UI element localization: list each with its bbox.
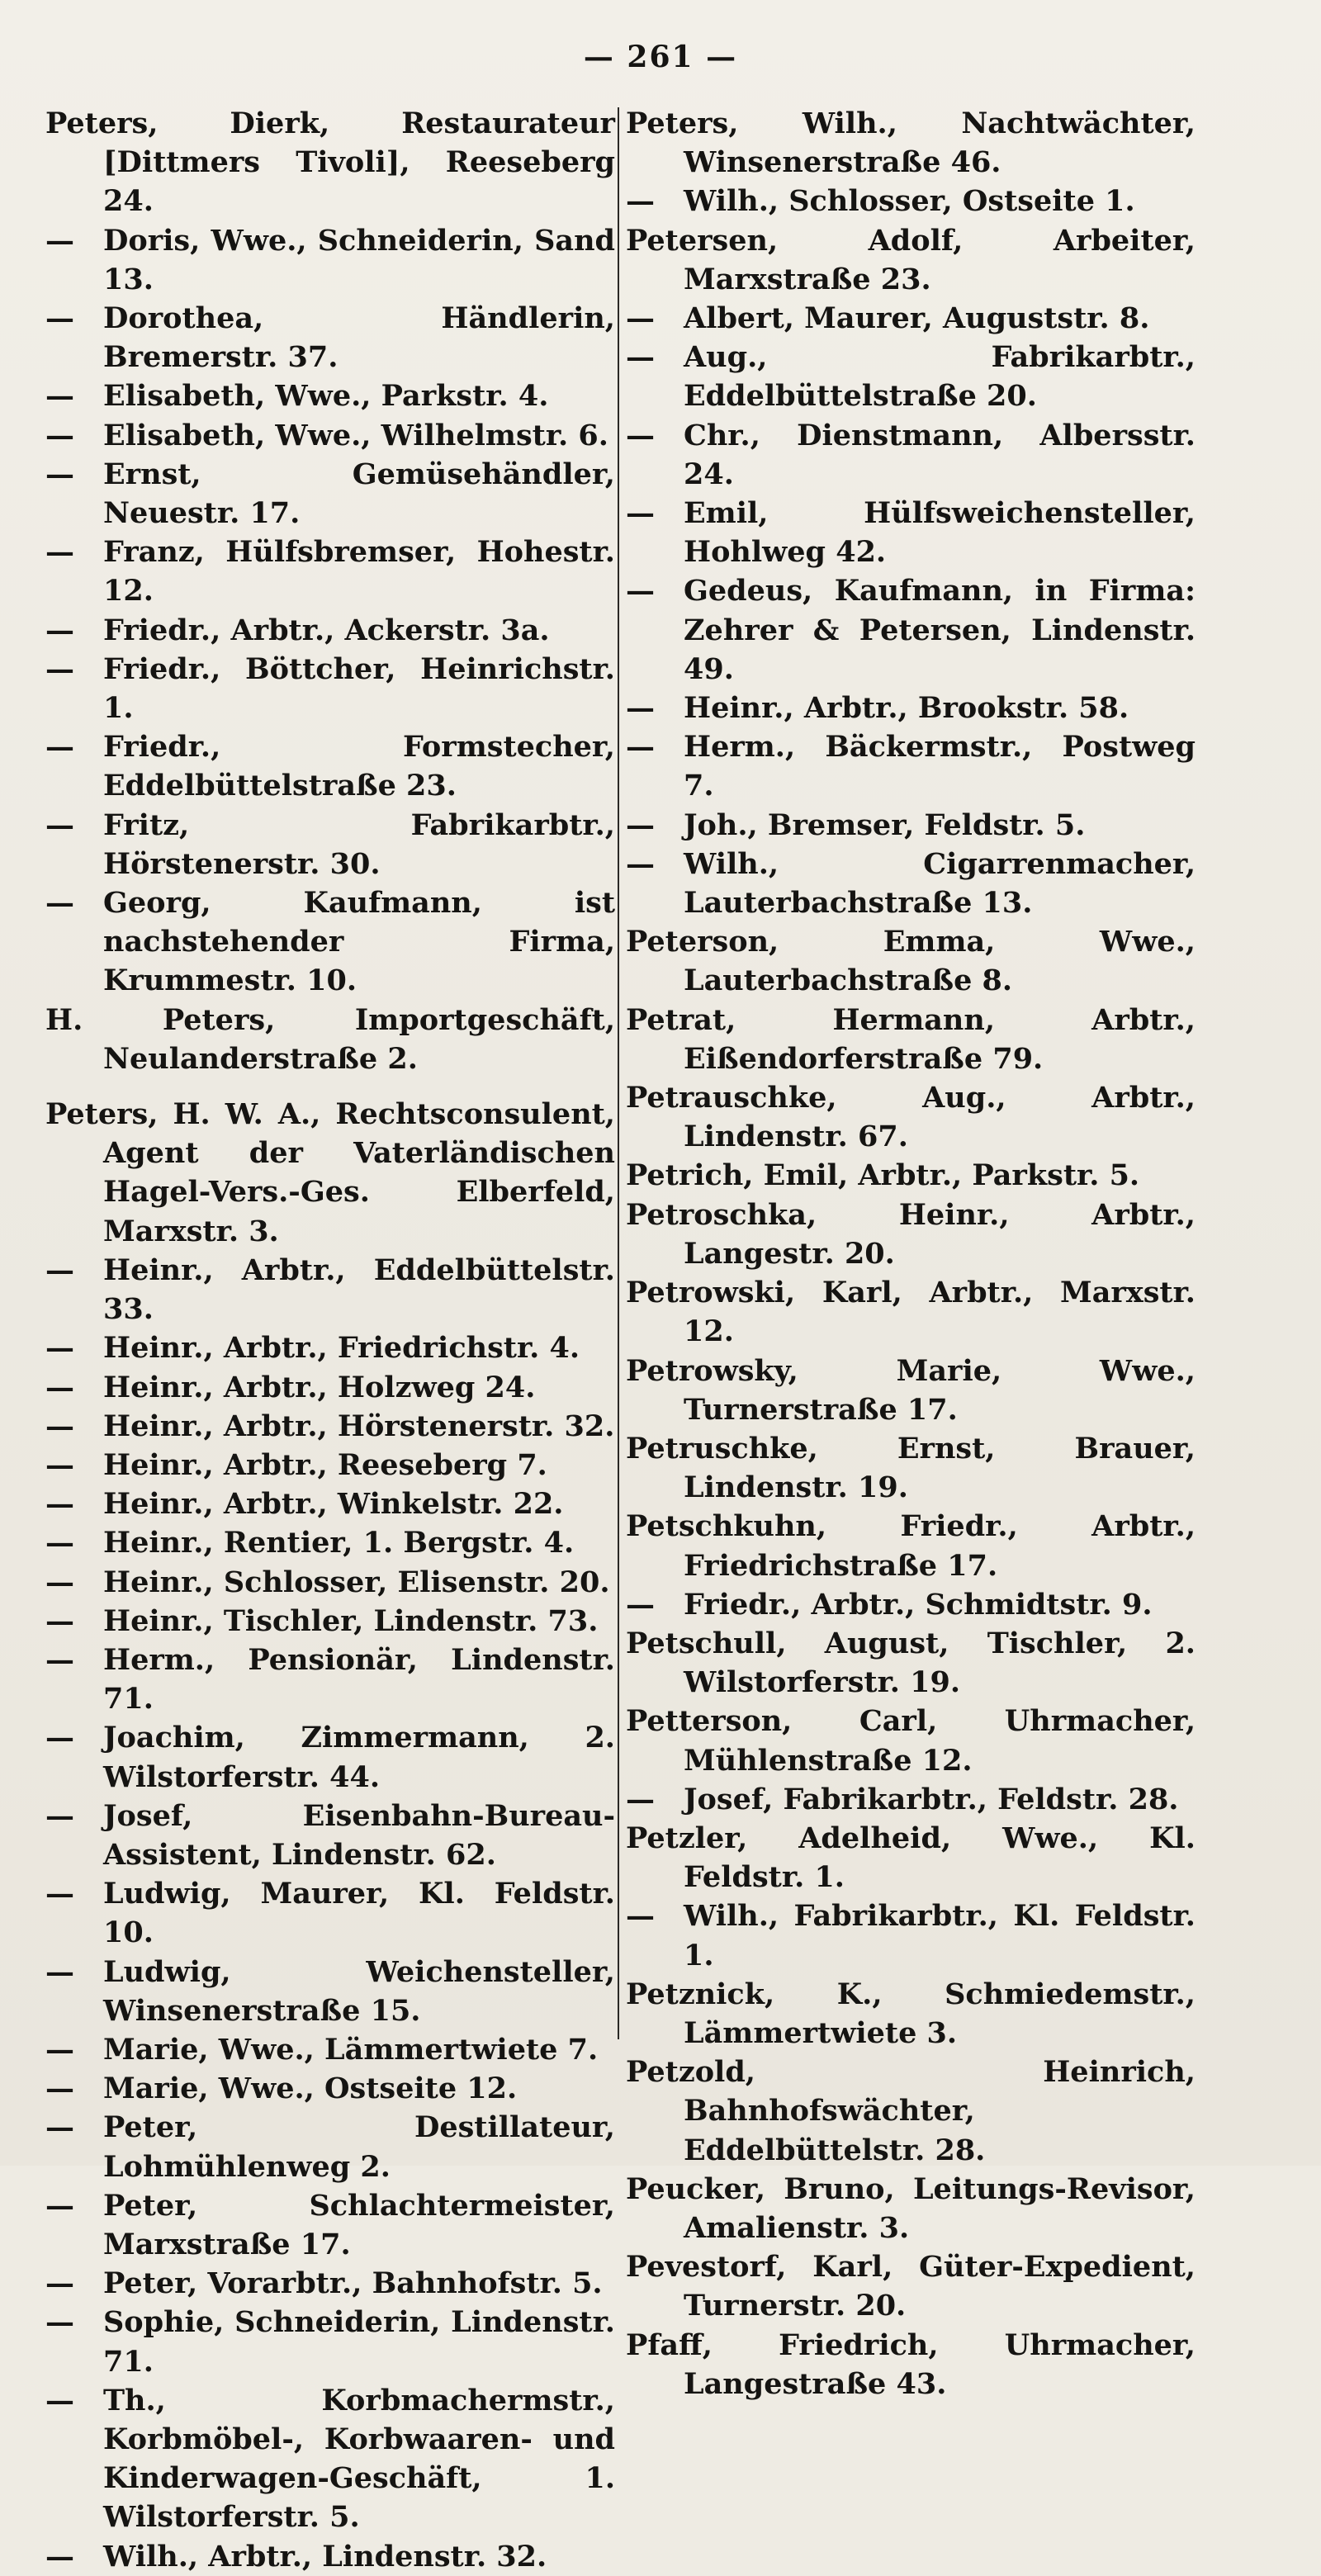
entry-text: Petterson, Carl, Uhrmacher, Mühlenstraße 12. — [626, 1704, 1196, 1778]
ditto-dash: — — [45, 2032, 74, 2067]
directory-entry — [626, 1507, 1196, 1584]
directory-entry — [45, 1328, 615, 1367]
entry-text: Heinr., Arbtr., Friedrichstr. 4. — [103, 1331, 580, 1366]
entry-text: Wilh., Arbtr., Lindenstr. 32. — [103, 2539, 547, 2574]
ditto-dash: — — [45, 223, 74, 258]
directory-entry — [45, 1407, 615, 1446]
entry-text: Heinr., Rentier, 1. Bergstr. 4. — [103, 1526, 575, 1560]
directory-entry — [626, 845, 1196, 922]
entry-text: Ludwig, Maurer, Kl. Feldstr. 10. — [103, 1877, 615, 1950]
ditto-dash: — — [626, 184, 655, 219]
directory-entry — [626, 299, 1196, 338]
right-column — [626, 104, 1196, 2403]
directory-entry — [626, 1156, 1196, 1195]
ditto-dash: — — [626, 574, 655, 608]
directory-entry — [626, 1624, 1196, 1702]
ditto-dash: — — [626, 301, 655, 336]
directory-entry — [45, 2108, 615, 2185]
entry-text: Heinr., Tischler, Lindenstr. 73. — [103, 1603, 599, 1638]
entry-text: Wilh., Schlosser, Ostseite 1. — [684, 184, 1135, 219]
entry-text: Petschull, August, Tischler, 2. Wilstorferstr. 19. — [626, 1626, 1196, 1700]
ditto-dash: — — [45, 1487, 74, 1522]
entry-text: Elisabeth, Wwe., Parkstr. 4. — [103, 379, 549, 414]
entry-text: Josef, Fabrikarbtr., Feldstr. 28. — [684, 1782, 1179, 1816]
directory-entry — [45, 883, 615, 1001]
ditto-dash: — — [45, 1642, 74, 1677]
entry-text: Franz, Hülfsbremser, Hohestr. 12. — [103, 535, 615, 608]
ditto-dash: — — [45, 1447, 74, 1482]
ditto-dash: — — [626, 730, 655, 765]
entry-text: Herm., Pensionär, Lindenstr. 71. — [103, 1642, 615, 1717]
ditto-dash: — — [626, 1782, 655, 1816]
directory-entry — [45, 1602, 615, 1641]
directory-entry — [45, 221, 615, 299]
entry-text: Petrich, Emil, Arbtr., Parkstr. 5. — [626, 1158, 1140, 1193]
entry-text: Marie, Wwe., Lämmertwiete 7. — [103, 2032, 599, 2067]
entry-text: Dorothea, Händlerin, Bremerstr. 37. — [103, 301, 615, 375]
directory-entry — [45, 533, 615, 610]
ditto-dash: — — [45, 1603, 74, 1638]
entry-text: Peterson, Emma, Wwe., Lauterbachstraße 8. — [626, 925, 1196, 998]
entry-text: Wilh., Fabrikarbtr., Kl. Feldstr. 1. — [684, 1899, 1196, 1972]
entry-text: Pevestorf, Karl, Güter-Expedient, Turnerstr. 20. — [626, 2250, 1196, 2323]
entry-text: Petrowsky, Marie, Wwe., Turnerstraße 17. — [626, 1353, 1196, 1427]
directory-entry — [45, 727, 615, 805]
ditto-dash: — — [45, 1954, 74, 1989]
directory-entry — [45, 2069, 615, 2108]
directory-entry — [626, 2326, 1196, 2403]
entry-text: Peters, Wilh., Nachtwächter, Winsenerstraße 46. — [626, 107, 1196, 180]
ditto-dash: — — [45, 2305, 74, 2340]
directory-entry — [45, 2186, 615, 2264]
directory-entry — [45, 611, 615, 650]
entry-text: Heinr., Arbtr., Winkelstr. 22. — [103, 1487, 564, 1522]
ditto-dash: — — [45, 886, 74, 921]
directory-entry — [45, 2381, 615, 2537]
ditto-dash: — — [45, 418, 74, 452]
entry-text: Friedr., Arbtr., Ackerstr. 3a. — [103, 613, 550, 647]
entry-text: Heinr., Arbtr., Hörstenerstr. 32. — [103, 1409, 615, 1443]
entry-text: Peter, Schlachtermeister, Marxstraße 17. — [103, 2188, 615, 2261]
entry-text: Elisabeth, Wwe., Wilhelmstr. 6. — [103, 418, 608, 452]
ditto-dash: — — [626, 691, 655, 726]
entry-text: Heinr., Arbtr., Eddelbüttelstr. 33. — [103, 1252, 615, 1327]
ditto-dash: — — [45, 535, 74, 570]
ditto-dash: — — [45, 1877, 74, 1911]
entry-text: Heinr., Schlosser, Elisenstr. 20. — [103, 1565, 610, 1599]
directory-entry — [45, 1001, 615, 1078]
ditto-dash: — — [626, 1899, 655, 1934]
directory-entry — [45, 1718, 615, 1796]
directory-entry — [45, 650, 615, 727]
directory-entry — [626, 1896, 1196, 1974]
directory-entry — [626, 104, 1196, 182]
ditto-dash: — — [626, 846, 655, 881]
directory-entry — [626, 494, 1196, 571]
ditto-dash: — — [45, 2383, 74, 2417]
directory-entry — [45, 1874, 615, 1952]
entry-text: Heinr., Arbtr., Holzweg 24. — [103, 1370, 536, 1404]
page-number: — 261 — — [583, 40, 738, 74]
ditto-dash: — — [45, 1721, 74, 1755]
ditto-dash: — — [45, 1798, 74, 1833]
entry-text: Albert, Maurer, Auguststr. 8. — [684, 301, 1150, 336]
ditto-dash: — — [626, 1587, 655, 1622]
directory-entry — [45, 1251, 615, 1328]
entry-text: Joh., Bremser, Feldstr. 5. — [684, 807, 1086, 842]
directory-entry — [626, 221, 1196, 299]
entry-text: Petrowski, Karl, Arbtr., Marxstr. 12. — [626, 1276, 1196, 1349]
entry-text: Petrat, Hermann, Arbtr., Eißendorferstraße 79. — [626, 1002, 1196, 1076]
directory-entry — [626, 1273, 1196, 1351]
directory-entry — [626, 727, 1196, 805]
directory-entry — [45, 104, 615, 221]
directory-entry — [45, 1641, 615, 1718]
entry-text: Heinr., Arbtr., Brookstr. 58. — [684, 691, 1129, 726]
directory-entry — [626, 922, 1196, 1000]
column-divider — [618, 107, 619, 2039]
entry-text: Sophie, Schneiderin, Lindenstr. 71. — [103, 2305, 615, 2379]
ditto-dash: — — [45, 1565, 74, 1599]
ditto-dash: — — [626, 496, 655, 531]
directory-entry — [626, 416, 1196, 494]
directory-entry — [45, 299, 615, 376]
ditto-dash: — — [45, 379, 74, 414]
directory-entry — [45, 1368, 615, 1407]
entry-text: Josef, Eisenbahn-Bureau-Assistent, Lindenstr. 62. — [103, 1798, 615, 1872]
directory-entry — [626, 1196, 1196, 1273]
directory-entry — [45, 1485, 615, 1523]
ditto-dash: — — [45, 1370, 74, 1404]
directory-entry — [45, 2030, 615, 2069]
directory-entry — [626, 2053, 1196, 2170]
directory-entry — [45, 2537, 615, 2576]
entry-text: Emil, Hülfsweichensteller, Hohlweg 42. — [684, 496, 1196, 570]
entry-text: Joachim, Zimmermann, 2. Wilstorferstr. 44. — [103, 1721, 615, 1794]
directory-entry — [626, 571, 1196, 689]
entry-text: Friedr., Böttcher, Heinrichstr. 1. — [103, 651, 615, 726]
ditto-dash: — — [45, 1409, 74, 1443]
entry-text: Petznick, K., Schmiedemstr., Lämmertwiete 3. — [626, 1977, 1196, 2050]
ditto-dash: — — [45, 807, 74, 842]
entry-text: Peter, Vorarbtr., Bahnhofstr. 5. — [103, 2266, 603, 2301]
directory-entry — [626, 1429, 1196, 1507]
entry-text: Peters, Dierk, Restaurateur [Dittmers Tivoli], Reeseberg 24. — [45, 107, 615, 219]
directory-entry — [626, 1702, 1196, 1779]
directory-entry — [626, 1078, 1196, 1156]
ditto-dash: — — [45, 1526, 74, 1560]
directory-entry — [45, 2303, 615, 2380]
directory-entry — [626, 1975, 1196, 2053]
entry-text: Th., Korbmachermstr., Korbmöbel-, Korbwaaren- und Kinderwagen-Geschäft, 1. Wilstorferstr. 5. — [103, 2383, 615, 2535]
directory-entry — [45, 416, 615, 455]
left-column — [45, 104, 615, 2576]
entry-text: Petrauschke, Aug., Arbtr., Lindenstr. 67. — [626, 1081, 1196, 1154]
entry-text: Georg, Kaufmann, ist nachstehender Firma, Krummestr. 10. — [103, 886, 615, 998]
entry-text: Gedeus, Kaufmann, in Firma: Zehrer & Petersen, Lindenstr. 49. — [684, 574, 1196, 686]
ditto-dash: — — [45, 1331, 74, 1366]
ditto-dash: — — [45, 301, 74, 336]
entry-text: Petruschke, Ernst, Brauer, Lindenstr. 19. — [626, 1431, 1196, 1505]
entry-text: Herm., Bäckermstr., Postweg 7. — [684, 730, 1196, 803]
directory-entry — [45, 1563, 615, 1602]
directory-entry — [626, 182, 1196, 220]
directory-entry — [45, 376, 615, 415]
directory-entry — [45, 2264, 615, 2303]
directory-entry — [626, 689, 1196, 727]
ditto-dash: — — [45, 2539, 74, 2574]
directory-entry — [45, 1953, 615, 2030]
entry-text: Friedr., Arbtr., Schmidtstr. 9. — [684, 1587, 1153, 1622]
directory-entry — [626, 1585, 1196, 1624]
directory-entry — [45, 1797, 615, 1874]
ditto-dash: — — [45, 2072, 74, 2106]
entry-gap — [45, 1078, 615, 1095]
directory-entry — [626, 1352, 1196, 1429]
ditto-dash: — — [45, 457, 74, 491]
entry-text: Doris, Wwe., Schneiderin, Sand 13. — [103, 223, 615, 296]
directory-entry — [626, 2247, 1196, 2325]
entry-text: Pfaff, Friedrich, Uhrmacher, Langestraße 43. — [626, 2327, 1196, 2401]
ditto-dash: — — [45, 2266, 74, 2301]
entry-text: Ludwig, Weichensteller, Winsenerstraße 15. — [103, 1954, 615, 2028]
ditto-dash: — — [45, 613, 74, 647]
directory-entry — [626, 2170, 1196, 2247]
entry-text: Peucker, Bruno, Leitungs-Revisor, Amalienstr. 3. — [626, 2171, 1196, 2245]
ditto-dash: — — [626, 340, 655, 375]
directory-entry — [626, 1001, 1196, 1078]
directory-entry — [45, 455, 615, 533]
directory-entry — [45, 1095, 615, 1251]
entry-text: H. Peters, Importgeschäft, Neulanderstraße 2. — [45, 1002, 615, 1076]
directory-entry — [626, 806, 1196, 845]
entry-text: Petroschka, Heinr., Arbtr., Langestr. 20. — [626, 1197, 1196, 1271]
entry-text: Aug., Fabrikarbtr., Eddelbüttelstraße 20. — [684, 340, 1196, 414]
directory-entry — [45, 1446, 615, 1485]
directory-entry — [626, 338, 1196, 415]
entry-text: Heinr., Arbtr., Reeseberg 7. — [103, 1447, 547, 1482]
ditto-dash: — — [45, 2110, 74, 2145]
ditto-dash: — — [45, 2188, 74, 2223]
entry-text: Peters, H. W. A., Rechtsconsulent, Agent der Vaterländischen Hagel-Vers.-Ges. Elberfeld, Marxstr. 3. — [45, 1097, 615, 1248]
directory-entry — [45, 806, 615, 883]
entry-text: Fritz, Fabrikarbtr., Hörstenerstr. 30. — [103, 807, 615, 881]
entry-text: Petersen, Adolf, Arbeiter, Marxstraße 23. — [626, 223, 1196, 296]
ditto-dash: — — [626, 418, 655, 452]
entry-text: Ernst, Gemüsehändler, Neuestr. 17. — [103, 457, 615, 531]
directory-entry — [626, 1819, 1196, 1896]
entry-text: Petzold, Heinrich, Bahnhofswächter, Eddelbüttelstr. 28. — [626, 2055, 1196, 2167]
directory-entry — [45, 1523, 615, 1562]
entry-text: Marie, Wwe., Ostseite 12. — [103, 2072, 518, 2106]
ditto-dash: — — [45, 651, 74, 686]
ditto-dash: — — [45, 1252, 74, 1287]
entry-text: Peter, Destillateur, Lohmühlenweg 2. — [103, 2110, 615, 2184]
entry-text: Chr., Dienstmann, Albersstr. 24. — [684, 418, 1196, 491]
entry-text: Wilh., Cigarrenmacher, Lauterbachstraße 13. — [684, 846, 1196, 921]
entry-text: Friedr., Formstecher, Eddelbüttelstraße 23. — [103, 730, 615, 803]
ditto-dash: — — [45, 730, 74, 765]
directory-entry — [626, 1780, 1196, 1819]
ditto-dash: — — [626, 807, 655, 842]
entry-text: Petschkuhn, Friedr., Arbtr., Friedrichstraße 17. — [626, 1509, 1196, 1583]
entry-text: Petzler, Adelheid, Wwe., Kl. Feldstr. 1. — [626, 1821, 1196, 1895]
